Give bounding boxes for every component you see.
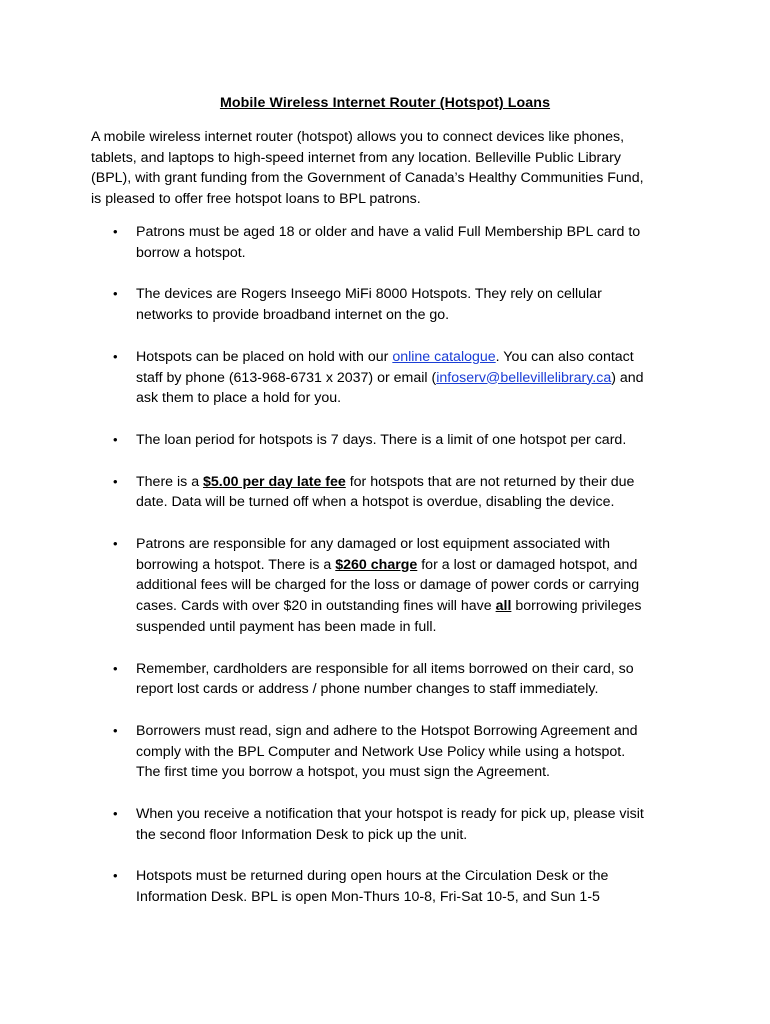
bullet-icon: •: [113, 224, 118, 239]
bullet-text: Remember, cardholders are responsible for all items borrowed on their card, so: [136, 660, 634, 677]
list-item-age-requirement: [91, 222, 691, 263]
bullet-text: Patrons must be aged 18 or older and have a valid Full Membership BPL card to: [136, 224, 641, 240]
bullet-text: The first time you borrow a hotspot, you must sign the Agreement.: [136, 764, 550, 781]
bullet-text: Hotspots can be placed on hold with our: [136, 348, 393, 365]
bullet-text: additional fees will be charged for the loss or damage of power cords or carrying: [136, 577, 640, 594]
list-item-damage: [91, 534, 691, 638]
list-item-devices: [91, 284, 691, 325]
bullet-icon: •: [113, 660, 118, 676]
bullet-text: When you receive a notification that your hotspot is ready for pick up, please visit: [136, 806, 644, 823]
bullet-icon: •: [113, 348, 118, 364]
list-item-returns: [91, 866, 691, 907]
list-item-responsibility: [91, 659, 691, 700]
bullet-text: for hotspots that are not returned by their due: [345, 473, 635, 490]
bullet-icon: •: [113, 806, 118, 822]
bullet-text: staff by phone (613-968-6731 x 2037) or email (: [136, 369, 437, 386]
list-item-holds: [91, 347, 691, 409]
bullet-icon: •: [113, 722, 118, 738]
bullet-text: borrowing a hotspot. There is a: [136, 556, 336, 573]
bullet-icon: •: [113, 868, 118, 884]
bullet-text: the second floor Information Desk to pick up the unit.: [136, 826, 468, 843]
intro-line: A mobile wireless internet router (hotspot) allows you to connect devices like phones,: [91, 129, 625, 145]
late-fee-emphasis: $5.00 per day late fee: [203, 473, 346, 490]
bullet-text: Hotspots must be returned during open hours at the Circulation Desk or the: [136, 868, 609, 885]
bullet-text: comply with the BPL Computer and Network Use Policy while using a hotspot.: [136, 743, 626, 760]
all-emphasis: all: [495, 598, 512, 615]
bullet-text: ) and: [611, 369, 644, 386]
bullet-icon: •: [113, 286, 118, 302]
bullet-text: The devices are Rogers Inseego MiFi 8000 Hotspots. They rely on cellular: [136, 286, 602, 303]
bullet-icon: •: [113, 536, 118, 552]
bullet-text: There is a: [136, 473, 204, 490]
email-link[interactable]: infoserv@bellevillelibrary.ca: [436, 369, 612, 386]
bullet-icon: •: [113, 473, 118, 489]
online-catalogue-link[interactable]: online catalogue: [392, 348, 496, 365]
bullet-text: Borrowers must read, sign and adhere to the Hotspot Borrowing Agreement and: [136, 722, 638, 739]
bullet-icon: •: [113, 431, 118, 447]
bullet-text: Patrons are responsible for any damaged or lost equipment associated with: [136, 536, 610, 553]
bullet-text: report lost cards or address / phone number changes to staff immediately.: [136, 681, 599, 698]
policy-list: [91, 222, 691, 929]
bullet-text: suspended until payment has been made in full.: [136, 618, 437, 635]
bullet-text: . You can also contact: [495, 348, 634, 365]
list-item-agreement: [91, 721, 691, 783]
bullet-text: date. Data will be turned off when a hotspot is overdue, disabling the device.: [136, 494, 615, 511]
charge-emphasis: $260 charge: [335, 556, 418, 573]
intro-paragraph: [91, 127, 687, 210]
bullet-text: The loan period for hotspots is 7 days. There is a limit of one hotspot per card.: [136, 431, 627, 448]
page-title: Mobile Wireless Internet Router (Hotspot) Loans: [219, 95, 551, 111]
intro-line: (BPL), with grant funding from the Government of Canada’s Healthy Communities Fund,: [91, 170, 644, 187]
bullet-text: ask them to place a hold for you.: [136, 390, 342, 407]
intro-line: is pleased to offer free hotspot loans to BPL patrons.: [91, 191, 421, 208]
bullet-text: Information Desk. BPL is open Mon-Thurs 10-8, Fri-Sat 10-5, and Sun 1-5: [136, 889, 600, 906]
bullet-text: cases. Cards with over $20 in outstanding fines will have: [136, 598, 496, 615]
bullet-text: borrowing privileges: [511, 598, 642, 615]
intro-line: tablets, and laptops to high-speed internet from any location. Belleville Public Library: [91, 149, 621, 166]
list-item-loan-period: [91, 430, 691, 451]
list-item-late-fee: [91, 472, 691, 513]
bullet-text: networks to provide broadband internet on the go.: [136, 307, 450, 324]
list-item-pickup: [91, 804, 691, 845]
bullet-text: borrow a hotspot.: [136, 244, 246, 261]
bullet-text: for a lost or damaged hotspot, and: [417, 556, 638, 573]
